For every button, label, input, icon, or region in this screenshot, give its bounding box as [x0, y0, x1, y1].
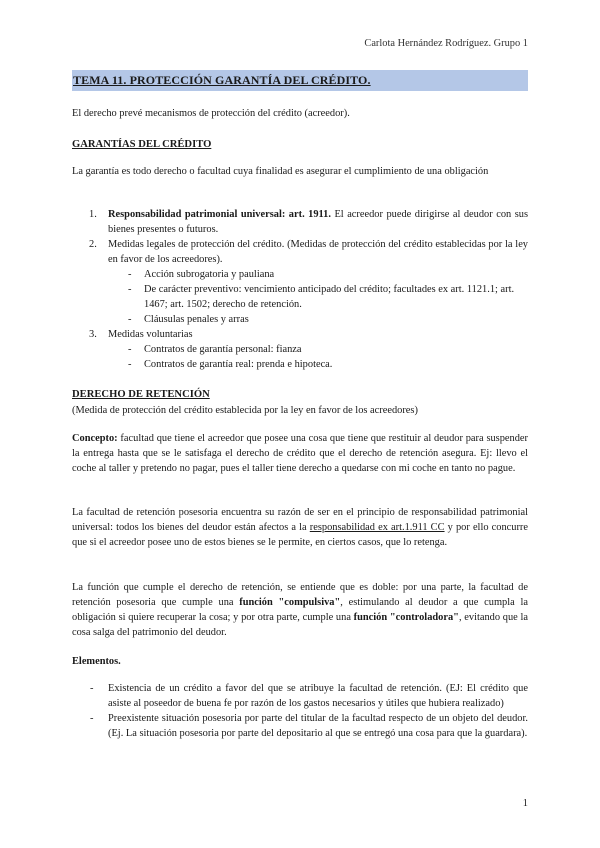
dash-bullet: - [90, 683, 94, 694]
concepto-text: facultad que tiene el acreedor que posee una cosa que tiene que restituir al deudor para suspender la entrega hasta que se le satisfaga el derecho de crédito que el derecho de retención asegura. Ej: llevo el coche al taller y pretendo no pagar, pues el taller tiene derecho a quedarse con mi coche en tanto no pague. [72, 433, 528, 474]
elementos-list [72, 681, 528, 741]
document-title: TEMA 11. PROTECCIÓN GARANTÍA DEL CRÉDITO. [73, 73, 371, 87]
sub-list-item [72, 312, 528, 327]
dash-bullet: - [128, 269, 132, 280]
dash-bullet: - [128, 284, 132, 295]
dash-bullet: - [128, 359, 132, 370]
function-compulsiva: función "compulsiva" [239, 597, 341, 608]
concepto-label: Concepto: [72, 433, 118, 444]
paragraph-text: La función que cumple el derecho de retención, se entiende que es doble: por una parte, la facultad de retención posesoria que cumple una [72, 582, 528, 608]
retencion-paragraph-3 [72, 580, 528, 640]
dash-bullet: - [128, 344, 132, 355]
dash-bullet: - [128, 314, 132, 325]
list-number: 3. [89, 329, 97, 340]
section-heading-retencion: DERECHO DE RETENCIÓN [72, 389, 210, 400]
list-item-text: Preexistente situación posesoria por parte del titular de la facultad respecto de un objeto del deudor. (Ej. La situación posesoria por parte del depositario al que se entregó una cosa para que la guardara). [108, 713, 528, 739]
retencion-paragraph-2 [72, 505, 528, 550]
paragraph-text: , evitando que la cosa salga del patrimonio del deudor. [72, 612, 528, 638]
article-reference: responsabilidad ex art.1.911 CC [309, 522, 445, 533]
list-number: 1. [89, 209, 97, 220]
list-item-bold: Responsabilidad patrimonial universal: art. 1911. [108, 209, 331, 220]
list-item-text: Medidas legales de protección del crédito. (Medidas de protección del crédito establecidas por la ley en favor de los acreedores). [108, 239, 528, 265]
sub-item-text: Acción subrogatoria y pauliana [144, 269, 275, 280]
section-heading-elementos: Elementos. [72, 656, 121, 667]
list-item [72, 237, 528, 267]
garantia-definition: La garantía es todo derecho o facultad cuya finalidad es asegurar el cumplimiento de una obligación [72, 166, 489, 177]
sub-item-text: Contratos de garantía personal: fianza [144, 344, 302, 355]
sub-list-item [72, 267, 528, 282]
function-controladora: función "controladora" [353, 612, 459, 623]
sub-item-text: Cláusulas penales y arras [144, 314, 249, 325]
sub-item-text: Contratos de garantía real: prenda e hipoteca. [144, 359, 333, 370]
retencion-subtitle: (Medida de protección del crédito establecida por la ley en favor de los acreedores) [72, 405, 418, 416]
list-number: 2. [89, 239, 97, 250]
sub-list-item [72, 282, 528, 312]
section-heading-garantias: GARANTÍAS DEL CRÉDITO [72, 139, 212, 150]
title-banner [72, 70, 528, 91]
list-item [72, 327, 528, 342]
sub-list-item [72, 357, 528, 372]
sub-list-item [72, 342, 528, 357]
list-item [72, 681, 528, 711]
paragraph-text: y por ello concurre que si el acreedor posee uno de estos bienes se le permite, en ciertos casos, que lo retenga. [72, 522, 528, 548]
garantias-list [72, 207, 528, 372]
paragraph-text: La facultad de retención posesoria encuentra su razón de ser en el principio de responsabilidad patrimonial universal: todos los bienes del deudor están afectos a la [72, 507, 528, 533]
paragraph-text: , estimulando al deudor a que cumpla la obligación si quiere recuperar la cosa; y por otra parte, cumple una [72, 597, 528, 623]
dash-bullet: - [90, 713, 94, 724]
sub-item-text: De carácter preventivo: vencimiento anticipado del crédito; facultades ex art. 1121.1; art. 1467; art. 1502; derecho de retención. [144, 284, 515, 310]
concepto-paragraph [72, 431, 528, 476]
list-item-text: Existencia de un crédito a favor del que se atribuye la facultad de retención. (EJ: El crédito que asiste al poseedor de buena fe por razón de los gastos necesarios y útiles que hubiera realizado) [108, 683, 528, 709]
intro-paragraph: El derecho prevé mecanismos de protección del crédito (acreedor). [72, 108, 350, 119]
list-item [72, 711, 528, 741]
page-number: 1 [522, 798, 528, 809]
list-item-text: Medidas voluntarias [108, 329, 193, 340]
list-item [72, 207, 528, 237]
page-header: Carlota Hernández Rodríguez. Grupo 1 [364, 38, 528, 49]
list-item-text: El acreedor puede dirigirse al deudor con sus bienes presentes o futuros. [108, 209, 528, 235]
